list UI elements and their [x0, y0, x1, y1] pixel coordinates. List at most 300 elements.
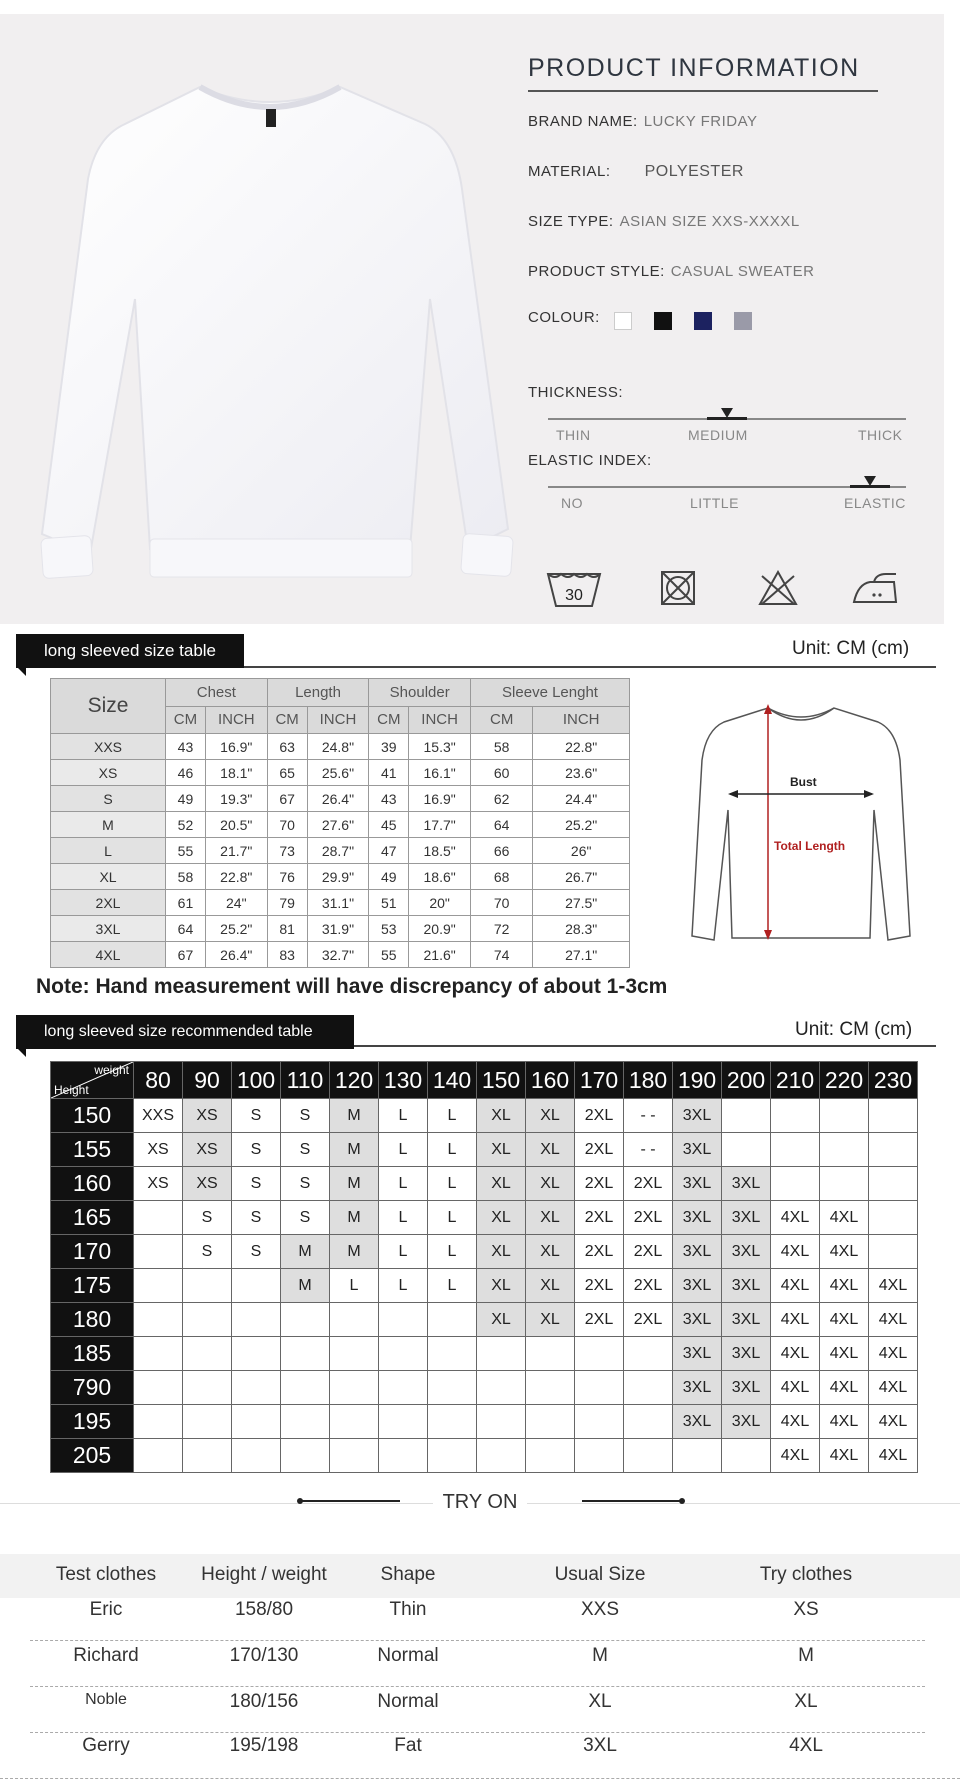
- size-recommend-cell: 2XL: [624, 1201, 673, 1235]
- height-header: 790: [51, 1371, 134, 1405]
- measure-cell: 62: [471, 786, 533, 812]
- try-on-cell: Gerry: [82, 1735, 130, 1756]
- measure-cell: 64: [166, 916, 206, 942]
- measure-cell: 18.1": [205, 760, 267, 786]
- elastic-marker: [850, 476, 890, 495]
- measure-cell: 63: [267, 734, 307, 760]
- size-recommend-cell: [428, 1439, 477, 1473]
- size-recommend-cell: [134, 1269, 183, 1303]
- size-recommend-cell: L: [428, 1099, 477, 1133]
- size-recommend-cell: XL: [526, 1133, 575, 1167]
- thickness-max: THICK: [858, 427, 903, 443]
- size-recommend-cell: XS: [134, 1133, 183, 1167]
- size-recommend-cell: [330, 1371, 379, 1405]
- size-recommend-cell: 2XL: [575, 1235, 624, 1269]
- height-row: [51, 1201, 918, 1235]
- size-row: [51, 786, 630, 812]
- height-row: [51, 1337, 918, 1371]
- size-recommend-cell: XL: [526, 1167, 575, 1201]
- iron-low-icon: [850, 570, 900, 606]
- try-on-cell: Eric: [89, 1599, 123, 1620]
- size-recommend-cell: L: [379, 1201, 428, 1235]
- size-recommend-cell: 2XL: [624, 1235, 673, 1269]
- size-recommend-cell: [134, 1235, 183, 1269]
- measure-cell: 20": [409, 890, 471, 916]
- size-recommend-cell: [281, 1405, 330, 1439]
- size-recommend-cell: 3XL: [722, 1269, 771, 1303]
- measure-cell: 22.8": [205, 864, 267, 890]
- size-recommend-cell: 4XL: [869, 1303, 918, 1337]
- size-recommend-cell: [869, 1167, 918, 1201]
- sweater-image: [30, 69, 520, 609]
- elastic-label: ELASTIC INDEX:: [528, 452, 652, 469]
- measure-cell: 25.2": [533, 812, 630, 838]
- size-recommend-cell: [183, 1371, 232, 1405]
- size-recommend-cell: 3XL: [722, 1235, 771, 1269]
- size-recommend-cell: XL: [477, 1303, 526, 1337]
- thickness-marker: [707, 408, 747, 427]
- size-label-cell: 4XL: [51, 942, 166, 968]
- size-recommend-cell: L: [379, 1269, 428, 1303]
- size-label-cell: M: [51, 812, 166, 838]
- thickness-min: THIN: [556, 427, 591, 443]
- size-recommend-cell: [428, 1303, 477, 1337]
- measure-cell: 58: [471, 734, 533, 760]
- size-recommend-cell: 2XL: [575, 1167, 624, 1201]
- try-on-title-text: TRY ON: [433, 1491, 528, 1513]
- height-header: 160: [51, 1167, 134, 1201]
- row-divider: [30, 1686, 925, 1687]
- size-recommend-cell: L: [379, 1099, 428, 1133]
- size-recommend-cell: 3XL: [673, 1201, 722, 1235]
- try-on-cell: 158/80: [234, 1599, 294, 1620]
- size-recommend-cell: 3XL: [673, 1133, 722, 1167]
- colour-swatch[interactable]: [734, 312, 752, 330]
- size-recommend-cell: [428, 1405, 477, 1439]
- measure-cell: 65: [267, 760, 307, 786]
- product-info-title: PRODUCT INFORMATION: [528, 54, 860, 82]
- size-recommend-cell: [428, 1371, 477, 1405]
- size-recommend-cell: [183, 1303, 232, 1337]
- size-recommend-cell: 3XL: [722, 1405, 771, 1439]
- size-recommend-cell: [526, 1439, 575, 1473]
- weight-header: 170: [575, 1062, 624, 1099]
- unit-subheader: CM: [267, 706, 307, 734]
- size-recommend-cell: [379, 1371, 428, 1405]
- try-on-cell: XS: [793, 1599, 819, 1620]
- measure-cell: 27.6": [307, 812, 369, 838]
- diagram-length-label: Total Length: [774, 839, 846, 853]
- size-recommend-cell: 3XL: [722, 1371, 771, 1405]
- product-hero: [0, 14, 944, 624]
- size-recommend-cell: [526, 1337, 575, 1371]
- size-label-cell: XS: [51, 760, 166, 786]
- size-recommend-cell: [330, 1439, 379, 1473]
- try-on-header: Shape: [380, 1564, 436, 1585]
- weight-header: 230: [869, 1062, 918, 1099]
- measure-cell: 79: [267, 890, 307, 916]
- size-recommend-cell: [820, 1133, 869, 1167]
- size-recommend-cell: 3XL: [673, 1303, 722, 1337]
- thickness-mid: MEDIUM: [688, 427, 748, 443]
- size-recommend-cell: 2XL: [575, 1303, 624, 1337]
- size-recommend-cell: 4XL: [820, 1303, 869, 1337]
- size-recommend-cell: [526, 1405, 575, 1439]
- size-recommend-cell: 4XL: [869, 1337, 918, 1371]
- size-recommend-cell: [575, 1405, 624, 1439]
- measure-cell: 25.2": [205, 916, 267, 942]
- measure-cell: 24.8": [307, 734, 369, 760]
- height-header: 185: [51, 1337, 134, 1371]
- weight-header: 110: [281, 1062, 330, 1099]
- unit-subheader: INCH: [409, 706, 471, 734]
- try-on-cell: 4XL: [789, 1735, 823, 1756]
- measure-cell: 39: [369, 734, 409, 760]
- try-on-cell: Thin: [389, 1599, 427, 1620]
- diagram-bust-label: Bust: [790, 775, 817, 789]
- try-on-cell: 3XL: [583, 1735, 617, 1756]
- size-recommend-cell: 4XL: [771, 1235, 820, 1269]
- try-on-cell: XXS: [580, 1599, 620, 1620]
- size-recommend-cell: 4XL: [771, 1371, 820, 1405]
- try-on-cell: 180/156: [229, 1691, 299, 1712]
- size-row: [51, 890, 630, 916]
- size-recommend-cell: M: [330, 1099, 379, 1133]
- height-row: [51, 1167, 918, 1201]
- measure-cell: 26.4": [307, 786, 369, 812]
- weight-header: 220: [820, 1062, 869, 1099]
- measure-cell: 58: [166, 864, 206, 890]
- row-divider: [0, 1778, 960, 1779]
- size-recommend-cell: XL: [477, 1167, 526, 1201]
- size-recommend-cell: [379, 1439, 428, 1473]
- size-recommend-cell: [281, 1439, 330, 1473]
- measure-cell: 72: [471, 916, 533, 942]
- size-table-tab: long sleeved size table: [16, 634, 244, 668]
- size-table: [50, 678, 630, 968]
- try-on-cell: XL: [794, 1691, 818, 1712]
- measure-cell: 21.7": [205, 838, 267, 864]
- height-header: 170: [51, 1235, 134, 1269]
- height-row: [51, 1405, 918, 1439]
- size-recommend-cell: [869, 1099, 918, 1133]
- measure-cell: 43: [166, 734, 206, 760]
- size-recommend-cell: XL: [477, 1133, 526, 1167]
- measure-cell: 20.5": [205, 812, 267, 838]
- size-recommend-cell: 2XL: [575, 1133, 624, 1167]
- height-row: [51, 1303, 918, 1337]
- size-recommend-cell: [722, 1099, 771, 1133]
- height-row: [51, 1235, 918, 1269]
- weight-header: 210: [771, 1062, 820, 1099]
- size-recommend-cell: 4XL: [771, 1201, 820, 1235]
- size-recommend-cell: XL: [526, 1235, 575, 1269]
- size-recommend-cell: 3XL: [673, 1099, 722, 1133]
- size-recommend-cell: [330, 1337, 379, 1371]
- size-row: [51, 942, 630, 968]
- size-recommend-cell: [281, 1371, 330, 1405]
- top-strip: [0, 0, 960, 14]
- chest-header: Chest: [166, 679, 268, 707]
- size-recommend-cell: [379, 1405, 428, 1439]
- try-on-header-row: [0, 1554, 960, 1598]
- try-on-title: [0, 1491, 960, 1514]
- brand-row: [528, 113, 758, 130]
- size-recommend-cell: XL: [526, 1099, 575, 1133]
- size-recommend-cell: L: [330, 1269, 379, 1303]
- style-label: PRODUCT STYLE:: [528, 263, 665, 280]
- measure-cell: 16.9": [409, 786, 471, 812]
- size-recommend-cell: 3XL: [673, 1235, 722, 1269]
- measure-cell: 67: [166, 942, 206, 968]
- size-recommend-cell: S: [232, 1235, 281, 1269]
- size-recommend-cell: [624, 1371, 673, 1405]
- measure-cell: 31.9": [307, 916, 369, 942]
- weight-header: 160: [526, 1062, 575, 1099]
- size-recommend-cell: M: [330, 1167, 379, 1201]
- size-recommend-cell: S: [281, 1099, 330, 1133]
- size-recommend-cell: [232, 1439, 281, 1473]
- weight-header: 120: [330, 1062, 379, 1099]
- size-recommend-cell: 4XL: [869, 1371, 918, 1405]
- measure-cell: 26": [533, 838, 630, 864]
- size-recommend-cell: [183, 1439, 232, 1473]
- size-recommend-cell: [330, 1303, 379, 1337]
- measure-cell: 29.9": [307, 864, 369, 890]
- colour-swatch[interactable]: [694, 312, 712, 330]
- measure-cell: 28.7": [307, 838, 369, 864]
- size-recommend-cell: [330, 1405, 379, 1439]
- size-recommend-cell: [575, 1337, 624, 1371]
- no-bleach-icon: [758, 570, 798, 606]
- size-recommend-cell: [771, 1099, 820, 1133]
- size-recommend-cell: 2XL: [575, 1201, 624, 1235]
- size-recommend-cell: [232, 1269, 281, 1303]
- size-recommend-cell: [134, 1405, 183, 1439]
- size-recommend-cell: L: [428, 1133, 477, 1167]
- measure-cell: 27.5": [533, 890, 630, 916]
- size-recommend-cell: XL: [477, 1201, 526, 1235]
- elastic-max: ELASTIC: [844, 495, 906, 511]
- wash-30-icon: [546, 570, 602, 610]
- size-recommend-cell: 3XL: [722, 1167, 771, 1201]
- size-recommend-cell: 3XL: [673, 1405, 722, 1439]
- measure-cell: 23.6": [533, 760, 630, 786]
- material-value: POLYESTER: [644, 163, 744, 180]
- size-recommend-cell: [869, 1201, 918, 1235]
- height-row: [51, 1133, 918, 1167]
- colour-swatch[interactable]: [614, 312, 632, 330]
- size-type-row: [528, 213, 800, 230]
- measure-cell: 83: [267, 942, 307, 968]
- try-on-cell: Fat: [394, 1735, 422, 1756]
- measure-cell: 28.3": [533, 916, 630, 942]
- row-divider: [30, 1640, 925, 1641]
- size-recommend-cell: [722, 1133, 771, 1167]
- size-recommend-cell: XL: [477, 1235, 526, 1269]
- try-on-cell: M: [592, 1645, 608, 1666]
- size-recommend-cell: [820, 1167, 869, 1201]
- size-recommend-cell: S: [183, 1201, 232, 1235]
- size-recommend-cell: 2XL: [624, 1167, 673, 1201]
- height-header: 205: [51, 1439, 134, 1473]
- measure-cell: 16.9": [205, 734, 267, 760]
- unit-subheader: INCH: [533, 706, 630, 734]
- height-header: 155: [51, 1133, 134, 1167]
- size-recommend-cell: S: [232, 1201, 281, 1235]
- size-recommend-cell: 3XL: [722, 1337, 771, 1371]
- unit-subheader: INCH: [205, 706, 267, 734]
- measure-cell: 20.9": [409, 916, 471, 942]
- size-recommend-cell: [183, 1269, 232, 1303]
- size-recommend-cell: [673, 1439, 722, 1473]
- try-on-cell: 195/198: [229, 1735, 299, 1756]
- measure-cell: 18.6": [409, 864, 471, 890]
- unit-subheader: CM: [471, 706, 533, 734]
- colour-label: COLOUR:: [528, 309, 600, 326]
- height-row: [51, 1439, 918, 1473]
- size-recommend-cell: [771, 1133, 820, 1167]
- measure-cell: 55: [369, 942, 409, 968]
- weight-header: 130: [379, 1062, 428, 1099]
- material-row: [528, 163, 744, 181]
- size-recommend-cell: L: [428, 1201, 477, 1235]
- size-row: [51, 734, 630, 760]
- size-recommend-cell: L: [379, 1133, 428, 1167]
- measure-cell: 76: [267, 864, 307, 890]
- size-recommend-cell: [134, 1303, 183, 1337]
- size-recommend-cell: [281, 1337, 330, 1371]
- height-header: 180: [51, 1303, 134, 1337]
- measure-cell: 43: [369, 786, 409, 812]
- weight-header: 100: [232, 1062, 281, 1099]
- height-row: [51, 1099, 918, 1133]
- measure-cell: 24.4": [533, 786, 630, 812]
- size-recommend-cell: XL: [477, 1099, 526, 1133]
- size-recommend-cell: [232, 1371, 281, 1405]
- measure-cell: 17.7": [409, 812, 471, 838]
- size-recommend-cell: XL: [477, 1269, 526, 1303]
- size-recommend-cell: XS: [183, 1167, 232, 1201]
- style-row: [528, 263, 814, 280]
- measure-cell: 70: [267, 812, 307, 838]
- measure-cell: 74: [471, 942, 533, 968]
- measure-cell: 49: [166, 786, 206, 812]
- size-recommend-cell: L: [428, 1269, 477, 1303]
- size-recommend-cell: [771, 1167, 820, 1201]
- size-recommend-cell: 4XL: [869, 1439, 918, 1473]
- size-recommend-cell: [183, 1405, 232, 1439]
- measure-cell: 25.6": [307, 760, 369, 786]
- measure-cell: 66: [471, 838, 533, 864]
- size-recommend-cell: [134, 1439, 183, 1473]
- size-recommend-cell: 2XL: [575, 1269, 624, 1303]
- size-type-label: SIZE TYPE:: [528, 213, 614, 230]
- size-recommend-cell: 4XL: [771, 1303, 820, 1337]
- weight-header: 180: [624, 1062, 673, 1099]
- size-recommend-cell: 3XL: [722, 1303, 771, 1337]
- size-recommend-cell: S: [281, 1201, 330, 1235]
- measure-cell: 31.1": [307, 890, 369, 916]
- size-recommend-cell: S: [281, 1167, 330, 1201]
- size-recommend-cell: [183, 1337, 232, 1371]
- size-label-cell: XXS: [51, 734, 166, 760]
- size-recommend-cell: L: [379, 1167, 428, 1201]
- size-recommend-cell: 3XL: [673, 1269, 722, 1303]
- size-row: [51, 760, 630, 786]
- rec-table-unit: Unit: CM (cm): [795, 1019, 913, 1040]
- size-recommend-cell: 4XL: [771, 1405, 820, 1439]
- try-on-header: Try clothes: [759, 1564, 853, 1585]
- measure-cell: 51: [369, 890, 409, 916]
- measure-cell: 46: [166, 760, 206, 786]
- measure-cell: 26.7": [533, 864, 630, 890]
- size-recommend-cell: 4XL: [771, 1439, 820, 1473]
- size-label-cell: S: [51, 786, 166, 812]
- thickness-label: THICKNESS:: [528, 384, 624, 401]
- measure-cell: 68: [471, 864, 533, 890]
- size-recommend-cell: M: [281, 1235, 330, 1269]
- size-recommend-cell: 3XL: [722, 1201, 771, 1235]
- size-recommend-cell: [477, 1371, 526, 1405]
- size-recommend-cell: [477, 1337, 526, 1371]
- size-recommend-cell: 3XL: [673, 1167, 722, 1201]
- size-recommend-cell: XS: [134, 1167, 183, 1201]
- row-divider: [30, 1732, 925, 1733]
- size-recommend-cell: 2XL: [575, 1099, 624, 1133]
- measure-cell: 32.7": [307, 942, 369, 968]
- size-recommend-cell: - -: [624, 1099, 673, 1133]
- corner-height-label: Height: [54, 1083, 89, 1097]
- size-recommend-cell: [722, 1439, 771, 1473]
- size-recommend-cell: [869, 1235, 918, 1269]
- measure-cell: 55: [166, 838, 206, 864]
- size-recommend-cell: M: [330, 1201, 379, 1235]
- size-recommend-cell: XL: [526, 1269, 575, 1303]
- size-row: [51, 838, 630, 864]
- wash-temp: 30: [565, 587, 583, 604]
- height-row: [51, 1269, 918, 1303]
- size-recommend-cell: S: [232, 1099, 281, 1133]
- size-recommend-cell: XS: [183, 1099, 232, 1133]
- size-table-unit: Unit: CM (cm): [792, 638, 910, 659]
- measure-cell: 21.6": [409, 942, 471, 968]
- measure-cell: 73: [267, 838, 307, 864]
- size-header: Size: [51, 679, 166, 734]
- measure-cell: 22.8": [533, 734, 630, 760]
- try-on-cell: 170/130: [229, 1645, 299, 1666]
- measure-cell: 45: [369, 812, 409, 838]
- measure-cell: 53: [369, 916, 409, 942]
- size-recommend-cell: - -: [624, 1133, 673, 1167]
- try-on-header: Test clothes: [55, 1564, 157, 1585]
- size-label-cell: XL: [51, 864, 166, 890]
- size-label-cell: 2XL: [51, 890, 166, 916]
- size-recommend-cell: [232, 1303, 281, 1337]
- measure-cell: 64: [471, 812, 533, 838]
- colour-swatch[interactable]: [654, 312, 672, 330]
- measure-cell: 49: [369, 864, 409, 890]
- size-row: [51, 864, 630, 890]
- try-on-cell: Normal: [377, 1691, 439, 1712]
- measure-cell: 15.3": [409, 734, 471, 760]
- weight-header: 150: [477, 1062, 526, 1099]
- size-recommend-cell: L: [379, 1235, 428, 1269]
- size-recommend-cell: 4XL: [820, 1235, 869, 1269]
- size-recommend-cell: S: [281, 1133, 330, 1167]
- shoulder-header: Shoulder: [369, 679, 471, 707]
- style-value: CASUAL SWEATER: [670, 263, 815, 280]
